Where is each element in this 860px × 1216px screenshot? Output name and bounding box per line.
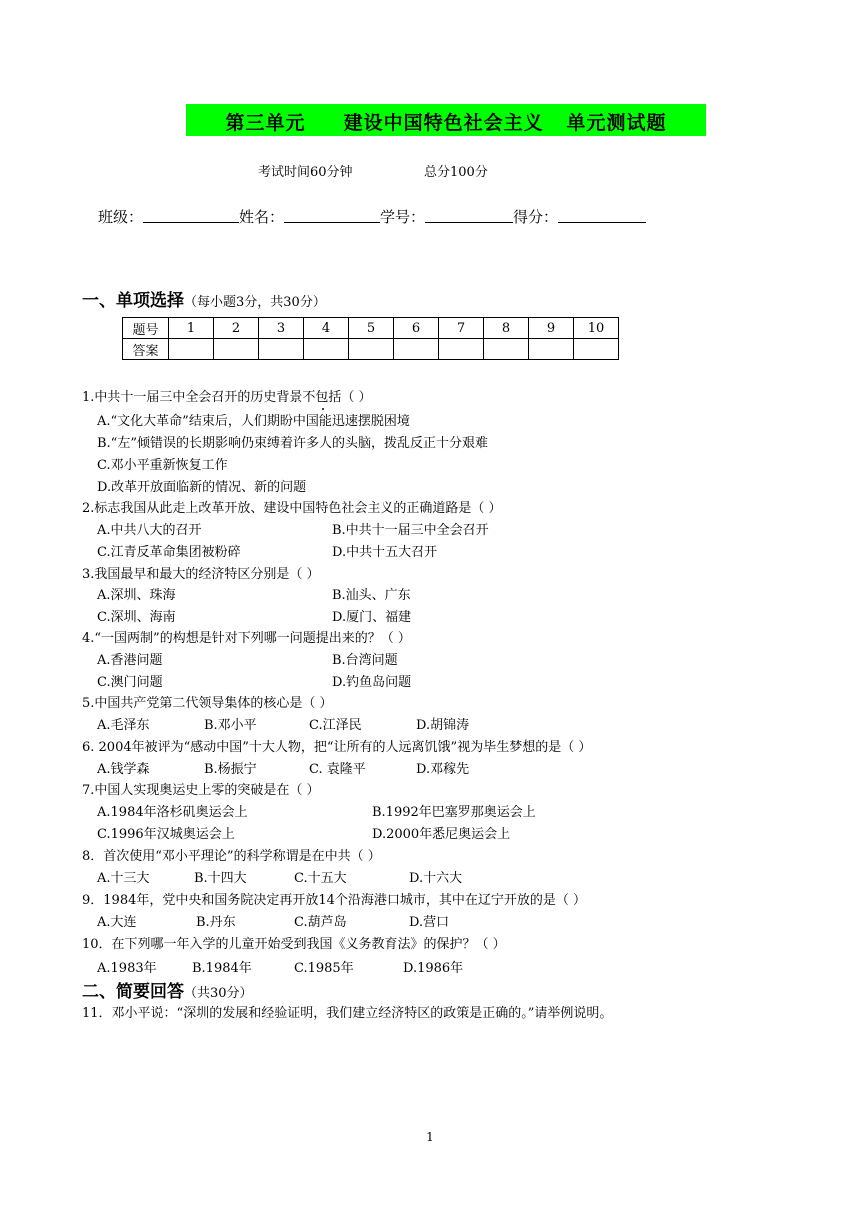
question-4: 4.“一国两制”的构想是针对下列哪一问题提出来的？（ ） (82, 631, 411, 646)
table-cell: 2 (214, 318, 259, 339)
total-score: 总分100分 (424, 165, 488, 180)
option: C.葫芦岛 (294, 915, 347, 930)
option: A.香港问题 (97, 653, 163, 668)
option: D.邓稼先 (416, 762, 470, 777)
answer-cell[interactable] (574, 339, 619, 360)
page-number: 1 (426, 1130, 434, 1144)
section2-title: 二、简要回答 (82, 982, 184, 1002)
option: B.十四大 (194, 871, 247, 886)
option: C. 袁隆平 (309, 762, 366, 777)
option: A.1984年洛杉矶奥运会上 (97, 805, 248, 820)
section1-note: （每小题3分，共30分） (184, 295, 326, 310)
option: D.厦门、福建 (332, 610, 412, 625)
option: C.1985年 (294, 961, 354, 976)
exam-time: 考试时间60分钟 (258, 165, 353, 180)
question-11: 11．邓小平说：“深圳的发展和经验证明，我们建立经济特区的政策是正确的。”请举例说明。 (82, 1006, 613, 1021)
table-cell: 8 (484, 318, 529, 339)
option: B.中共十一届三中全会召开 (332, 523, 489, 538)
answer-cell[interactable] (439, 339, 484, 360)
answer-cell[interactable] (214, 339, 259, 360)
table-cell: 10 (574, 318, 619, 339)
name-field[interactable] (284, 206, 380, 223)
table-cell: 答案 (123, 339, 169, 360)
option: C.澳门问题 (97, 675, 163, 690)
option: B.丹东 (196, 915, 236, 930)
answer-cell[interactable] (259, 339, 304, 360)
option: A.“文化大革命”结束后，人们期盼中国能迅速摆脱困境 (97, 414, 410, 429)
question-blank: （ ） (341, 390, 372, 405)
question-9: 9．1984年，党中央和国务院决定再开放14个沿海港口城市，其中在辽宁开放的是（ ） (82, 893, 587, 908)
question-1 (82, 386, 372, 405)
table-cell: 1 (169, 318, 214, 339)
option: B.邓小平 (204, 718, 257, 733)
option: B.“左”倾错误的长期影响仍束缚着许多人的头脑，拨乱反正十分艰难 (97, 436, 488, 451)
option: B.汕头、广东 (332, 588, 411, 603)
option: C.1996年汉城奥运会上 (97, 827, 235, 842)
id-label: 学号： (380, 208, 426, 226)
table-cell: 题号 (123, 318, 169, 339)
table-cell: 4 (304, 318, 349, 339)
question-10: 10．在下列哪一年入学的儿童开始受到我国《义务教育法》的保护？（ ） (82, 937, 506, 952)
option: D.钓鱼岛问题 (332, 675, 412, 690)
option: B.1992年巴塞罗那奥运会上 (372, 805, 536, 820)
exam-title: 第三单元 建设中国特色社会主义 单元测试题 (225, 112, 667, 134)
option: D.改革开放面临新的情况、新的问题 (97, 480, 307, 495)
question-3: 3.我国最早和最大的经济特区分别是（ ） (82, 567, 320, 582)
option: C.深圳、海南 (97, 610, 176, 625)
option: D.1986年 (403, 961, 464, 976)
option: C.江青反革命集团被粉碎 (97, 545, 241, 560)
score-label: 得分： (513, 208, 559, 226)
option: D.2000年悉尼奥运会上 (372, 827, 511, 842)
answer-cell[interactable] (394, 339, 439, 360)
table-cell: 7 (439, 318, 484, 339)
student-id-field[interactable] (425, 206, 513, 223)
class-field[interactable] (143, 206, 239, 223)
option: A.深圳、珠海 (97, 588, 176, 603)
option: A.中共八大的召开 (97, 523, 202, 538)
answer-cell[interactable] (304, 339, 349, 360)
student-info (98, 206, 646, 227)
answer-table (122, 317, 619, 360)
answer-cell[interactable] (529, 339, 574, 360)
table-cell: 3 (259, 318, 304, 339)
answer-cell[interactable] (484, 339, 529, 360)
option: A.毛泽东 (97, 718, 150, 733)
score-field[interactable] (558, 206, 646, 223)
option: B.杨振宁 (204, 762, 257, 777)
question-2: 2.标志我国从此走上改革开放、建设中国特色社会主义的正确道路是（ ） (82, 501, 502, 516)
option: C.十五大 (294, 871, 347, 886)
answer-cell[interactable] (349, 339, 394, 360)
option: D.中共十五大召开 (332, 545, 438, 560)
option: B.台湾问题 (332, 653, 398, 668)
class-label: 班级： (98, 208, 144, 226)
option: C.邓小平重新恢复工作 (97, 458, 228, 473)
table-cell: 5 (349, 318, 394, 339)
section-heading (82, 977, 253, 1002)
emphasis-text: 不包括 (302, 390, 342, 405)
table-row (123, 318, 619, 339)
question-6: 6. 2004年被评为“感动中国”十大人物，把“让所有的人远离饥饿”视为毕生梦想的是（ ） (82, 740, 592, 755)
question-5: 5.中国共产党第二代领导集体的核心是（ ） (82, 696, 333, 711)
table-cell: 9 (529, 318, 574, 339)
section-heading (82, 286, 326, 311)
option: A.十三大 (97, 871, 150, 886)
option: D.十六大 (409, 871, 463, 886)
question-8: 8．首次使用“邓小平理论”的科学称谓是在中共（ ） (82, 849, 381, 864)
option: B.1984年 (192, 961, 252, 976)
option: D.营口 (409, 915, 450, 930)
section2-note: （共30分） (184, 986, 253, 1001)
title-banner (186, 104, 706, 136)
option: A.大连 (97, 915, 137, 930)
option: A.1983年 (97, 961, 157, 976)
option: D.胡锦涛 (416, 718, 470, 733)
answer-cell[interactable] (169, 339, 214, 360)
option: C.江泽民 (309, 718, 362, 733)
question-text: 1.中共十一届三中全会召开的历史背景 (82, 390, 303, 405)
table-cell: 6 (394, 318, 439, 339)
question-7: 7.中国人实现奥运史上零的突破是在（ ） (82, 783, 320, 798)
table-row (123, 339, 619, 360)
option: A.钱学森 (97, 762, 150, 777)
section1-title: 一、单项选择 (82, 291, 184, 311)
name-label: 姓名： (239, 208, 285, 226)
